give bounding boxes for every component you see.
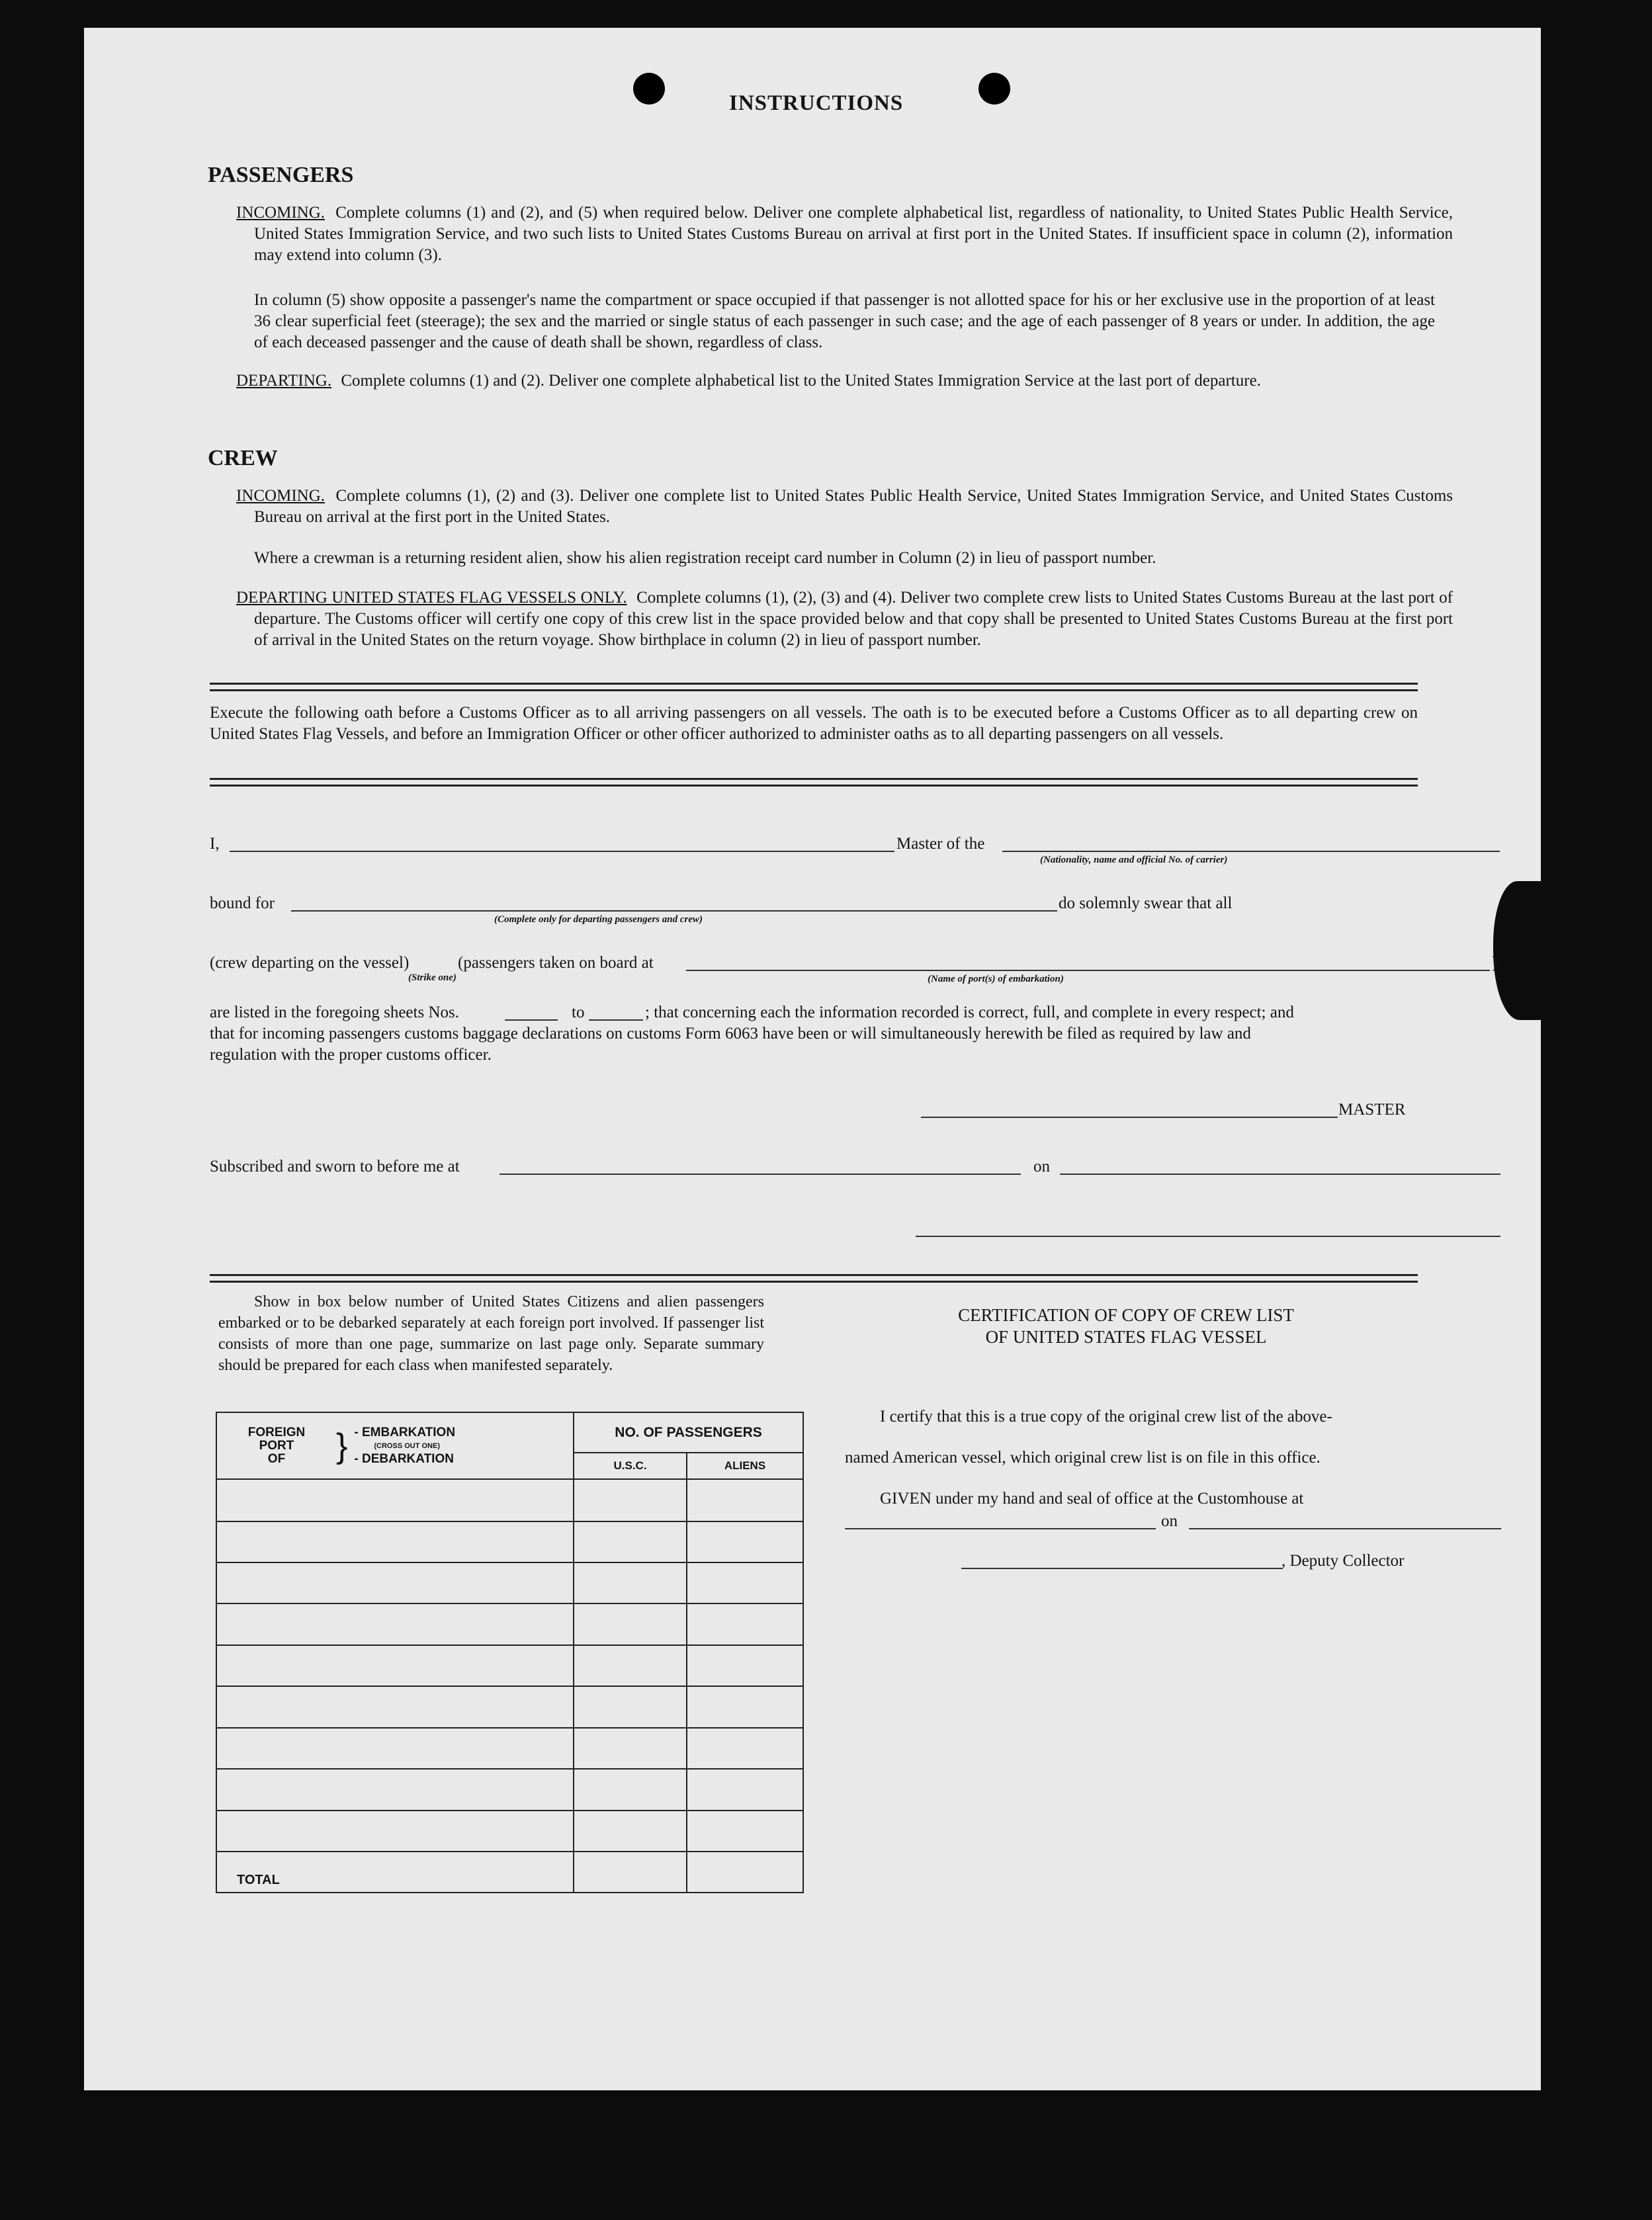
passengers-departing-text: Complete columns (1) and (2). Deliver one complete alphabetical list to the United States Immigration Service at the last port of departure. xyxy=(341,372,1261,390)
certify-line3: GIVEN under my hand and seal of office at the Customhouse at xyxy=(880,1490,1304,1508)
sheets-label: are listed in the foregoing sheets Nos. xyxy=(210,1003,459,1021)
deputy-collector-label: , Deputy Collector xyxy=(1282,1552,1405,1570)
of-label: OF xyxy=(267,1451,286,1466)
close-paren: ) xyxy=(1492,954,1498,972)
certify-line1: I certify that this is a true copy of the original crew list of the above- xyxy=(880,1408,1332,1426)
no-passengers-header: NO. OF PASSENGERS xyxy=(574,1412,803,1453)
certify-on-label: on xyxy=(1161,1512,1178,1530)
crew-departing-option: (crew departing on the vessel) xyxy=(210,954,410,972)
port-cell[interactable] xyxy=(216,1479,574,1521)
regulation-text: regulation with the proper customs officer. xyxy=(210,1046,492,1064)
correct-text: ; that concerning each the information recorded is correct, full, and complete in every respect; and xyxy=(645,1003,1294,1021)
subscribed-label: Subscribed and sworn to before me at xyxy=(210,1158,460,1175)
bound-for-label: bound for xyxy=(210,894,275,912)
port-cell[interactable] xyxy=(216,1562,574,1603)
passengers-taken-option: (passengers taken on board at xyxy=(458,954,654,972)
page-title: INSTRUCTIONS xyxy=(729,91,904,115)
officer-signature-line[interactable] xyxy=(916,1236,1500,1237)
document-page xyxy=(84,28,1541,2090)
double-rule xyxy=(210,683,1418,691)
debarkation-label: - DEBARKATION xyxy=(354,1451,454,1466)
aliens-header: ALIENS xyxy=(687,1453,803,1479)
usc-cell[interactable] xyxy=(574,1811,687,1852)
sworn-on-label: on xyxy=(1033,1158,1050,1175)
foreign-port-of-header xyxy=(217,1426,336,1466)
master-name-line[interactable] xyxy=(230,851,894,852)
complete-only-note: (Complete only for departing passengers and crew) xyxy=(494,914,703,925)
passengers-incoming-label: INCOMING. xyxy=(236,204,326,222)
swear-label: do solemnly swear that all xyxy=(1059,894,1233,912)
carrier-line[interactable] xyxy=(1002,851,1500,852)
aliens-cell[interactable] xyxy=(687,1562,803,1603)
customhouse-line[interactable] xyxy=(845,1528,1156,1529)
usc-cell[interactable] xyxy=(574,1686,687,1728)
total-label: TOTAL xyxy=(237,1873,280,1887)
embarkation-debarkation-header xyxy=(347,1426,455,1466)
port-cell[interactable] xyxy=(216,1603,574,1645)
port-cell[interactable] xyxy=(216,1521,574,1562)
master-of-the-label: Master of the xyxy=(896,835,985,853)
sworn-date-line[interactable] xyxy=(1060,1174,1500,1175)
passengers-departing-label: DEPARTING. xyxy=(236,372,332,390)
aliens-cell[interactable] xyxy=(687,1603,803,1645)
crew-incoming-paragraph xyxy=(236,486,1453,528)
crew-heading: CREW xyxy=(208,446,278,470)
carrier-note: (Nationality, name and official No. of carrier) xyxy=(1040,855,1228,865)
usc-cell[interactable] xyxy=(574,1562,687,1603)
usc-cell[interactable] xyxy=(574,1479,687,1521)
embarkation-label: - EMBARKATION xyxy=(354,1425,456,1439)
crew-incoming-label: INCOMING. xyxy=(236,487,326,505)
certification-title xyxy=(928,1304,1325,1348)
cross-out-label: (CROSS OUT ONE) xyxy=(374,1441,440,1450)
double-rule xyxy=(210,778,1418,787)
port-cell[interactable] xyxy=(216,1769,574,1811)
port-header-cell xyxy=(216,1412,574,1479)
aliens-cell[interactable] xyxy=(687,1769,803,1811)
oath-instruction: Execute the following oath before a Customs Officer as to all arriving passengers on all vessels. The oath is to be executed before a Customs Officer as to all departing crew on United States Flag Vessels, and before an Immigration Officer or other officer authorized to administer oaths as to all departing passengers on all vessels. xyxy=(210,704,1418,743)
passengers-incoming-text: Complete columns (1) and (2), and (5) when required below. Deliver one complete alphabetical list, regardless of nationality, to United States Public Health Service, United States Immigration Service, and two such lists to United States Customs Bureau on arrival at first port in the United States. If insufficient space in column (2), information may extend into column (3). xyxy=(254,204,1454,264)
oath-i-label: I, xyxy=(210,835,220,853)
embarkation-port-line[interactable] xyxy=(686,970,1490,971)
port-cell[interactable] xyxy=(216,1811,574,1852)
crew-departing-label: DEPARTING UNITED STATES FLAG VESSELS ONLY. xyxy=(236,589,627,607)
total-label-cell xyxy=(216,1852,574,1893)
usc-cell[interactable] xyxy=(574,1728,687,1769)
port-cell[interactable] xyxy=(216,1686,574,1728)
sworn-place-line[interactable] xyxy=(500,1174,1021,1175)
baggage-text: that for incoming passengers customs baggage declarations on customs Form 6063 have been or will simultaneously herewith be filed as required by law and xyxy=(210,1025,1251,1043)
torn-edge xyxy=(1493,881,1546,1020)
certification-title-line1: CERTIFICATION OF COPY OF CREW LIST xyxy=(958,1305,1294,1325)
passengers-column5-paragraph: In column (5) show opposite a passenger's name the compartment or space occupied if that passenger is not allotted space for his or her exclusive use in the proportion of at least 36 clear superficial feet (steerage); the sex and the married or single status of each passenger in such case; and the age of each passenger of 8 years or under. In addition, the age of each deceased passenger and the cause of death shall be shown, regardless of class. xyxy=(254,291,1435,351)
double-rule xyxy=(210,1274,1418,1283)
punch-hole xyxy=(633,73,665,105)
certify-line2: named American vessel, which original crew list is on file in this office. xyxy=(845,1449,1321,1467)
aliens-cell[interactable] xyxy=(687,1728,803,1769)
port-label: PORT xyxy=(259,1438,294,1453)
passengers-heading: PASSENGERS xyxy=(208,163,354,187)
crew-incoming-text: Complete columns (1), (2) and (3). Deliver one complete list to United States Public Health Service, United States Immigration Service, and United States Customs Bureau on arrival at the first port in the United States. xyxy=(254,487,1454,526)
port-cell[interactable] xyxy=(216,1728,574,1769)
crew-departing-paragraph xyxy=(236,587,1453,651)
usc-cell[interactable] xyxy=(574,1521,687,1562)
sheet-to-line[interactable] xyxy=(589,1019,643,1021)
aliens-cell[interactable] xyxy=(687,1686,803,1728)
crew-resident-alien-paragraph: Where a crewman is a returning resident alien, show his alien registration receipt card number in Column (2) in lieu of passport number. xyxy=(254,549,1156,567)
certify-date-line[interactable] xyxy=(1189,1528,1501,1529)
port-cell[interactable] xyxy=(216,1645,574,1686)
foreign-label: FOREIGN xyxy=(247,1425,306,1439)
bound-for-line[interactable] xyxy=(291,910,1057,912)
certification-title-line2: OF UNITED STATES FLAG VESSEL xyxy=(985,1327,1267,1347)
usc-cell[interactable] xyxy=(574,1645,687,1686)
strike-one-note: (Strike one) xyxy=(408,972,456,983)
sheet-from-line[interactable] xyxy=(505,1019,558,1021)
crew-departing-text: Complete columns (1), (2), (3) and (4). Deliver two complete crew lists to United States Customs Bureau at the last port of departure. The Customs officer will certify one copy of this crew list in the space provided below and that copy shall be presented to United States Customs Bureau at the first port of arrival in the United States on the return voyage. Show birthplace in column (2) in lieu of passport number. xyxy=(254,589,1453,649)
master-label: MASTER xyxy=(1338,1101,1406,1119)
aliens-cell[interactable] xyxy=(687,1645,803,1686)
aliens-cell[interactable] xyxy=(687,1521,803,1562)
punch-hole xyxy=(978,73,1010,105)
passengers-incoming-paragraph xyxy=(236,202,1453,266)
deputy-signature-line[interactable] xyxy=(961,1568,1283,1569)
port-note: (Name of port(s) of embarkation) xyxy=(928,974,1064,984)
to-label: to xyxy=(572,1003,585,1021)
usc-header: U.S.C. xyxy=(574,1453,687,1479)
passengers-departing-paragraph xyxy=(236,370,1453,392)
aliens-cell[interactable] xyxy=(687,1811,803,1852)
passenger-summary-table xyxy=(216,1412,804,1893)
brace: } xyxy=(336,1426,348,1465)
summary-instruction: Show in box below number of United States Citizens and alien passengers embarked or to be debarked separately at each foreign port involved. If passenger list consists of more than one page, summarize on last page only. Separate summary should be prepared for each class when manifested separately. xyxy=(218,1293,764,1374)
aliens-cell[interactable] xyxy=(687,1479,803,1521)
usc-total-cell[interactable] xyxy=(574,1852,687,1893)
aliens-total-cell[interactable] xyxy=(687,1852,803,1893)
usc-cell[interactable] xyxy=(574,1769,687,1811)
usc-cell[interactable] xyxy=(574,1603,687,1645)
master-signature-line[interactable] xyxy=(921,1117,1338,1118)
